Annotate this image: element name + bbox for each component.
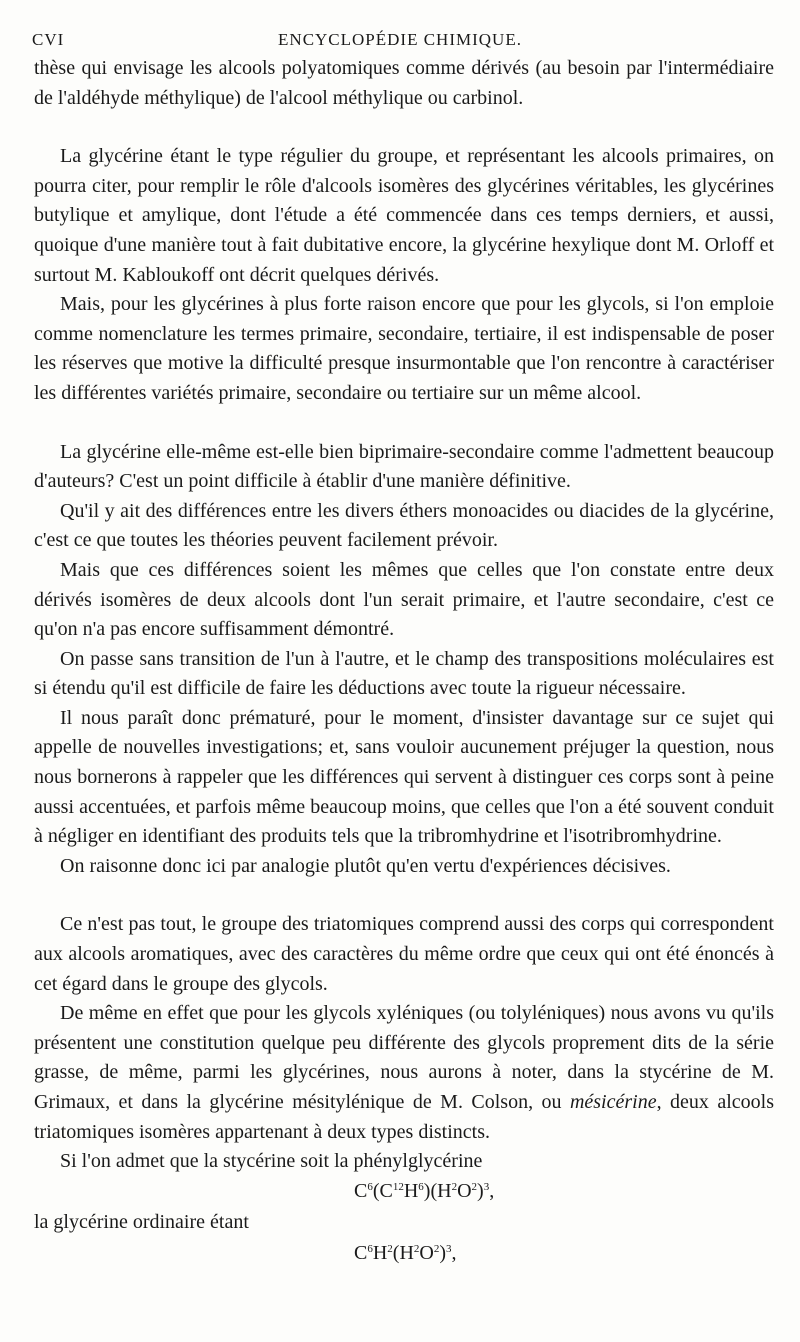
formula-subscript: 6 xyxy=(367,1242,373,1255)
paragraph: Qu'il y ait des différences entre les divers éthers monoacides ou diacides de la glycérine, c'est ce que toutes les théories peuvent facilement prévoir. xyxy=(34,499,774,552)
formula-part: H xyxy=(372,1241,388,1264)
paragraph-text: , deux alcools triatomiques isomères appartenant à deux types distincts. xyxy=(34,1091,774,1143)
formula-phenylglycerine xyxy=(354,1177,494,1207)
formula-part: H xyxy=(403,1179,419,1202)
formula-part: , xyxy=(489,1179,495,1202)
formula-subscript: 3 xyxy=(446,1242,452,1255)
formula-part: , xyxy=(451,1241,457,1264)
formula-subscript: 6 xyxy=(418,1180,424,1193)
paragraph xyxy=(34,999,774,1147)
paragraph: thèse qui envisage les alcools polyatomiques comme dérivés (au besoin par l'intermédiaire de l'aldéhyde méthylique) de l'alcool méthylique ou carbinol. xyxy=(34,57,774,109)
paragraph: Ce n'est pas tout, le groupe des triatomiques comprend aussi des corps qui correspondent aux alcools aromatiques, avec des caractères du même ordre que ceux qui ont été énoncés à cet égard dans le groupe des glycols. xyxy=(34,913,774,995)
formula-subscript: 2 xyxy=(413,1242,420,1255)
formula-subscript: 12 xyxy=(392,1180,404,1193)
running-title: ENCYCLOPÉDIE CHIMIQUE. xyxy=(278,30,522,49)
formula-subscript: 6 xyxy=(367,1180,373,1193)
paragraph: Si l'on admet que la stycérine soit la phénylglycérine xyxy=(60,1150,483,1173)
italic-term: mésicérine xyxy=(569,1091,657,1113)
paragraph: On raisonne donc ici par analogie plutôt qu'en vertu d'expériences décisives. xyxy=(60,854,671,877)
formula-part: C xyxy=(354,1241,368,1264)
paragraph: Mais que ces différences soient les mêmes que celles que l'on constate entre deux dérivés isomères de deux alcools dont l'un serait primaire, et l'autre secondaire, c'est ce qu'on n'a pas encore suffisamment démontré. xyxy=(34,558,774,641)
formula-ordinary-glycerine xyxy=(354,1239,457,1269)
formula-subscript: 2 xyxy=(387,1242,393,1255)
page-number: CVI xyxy=(32,30,65,49)
formula-part: ) xyxy=(439,1241,447,1264)
formula-subscript: 3 xyxy=(483,1180,490,1193)
formula-part: (C xyxy=(372,1179,393,1202)
paragraph: On passe sans transition de l'un à l'autre, et le champ des transpositions moléculaires est si étendu qu'il est difficile de faire les déductions avec toute la rigueur nécessaire. xyxy=(34,647,774,700)
formula-line xyxy=(34,1177,774,1208)
formula-part: )(H xyxy=(423,1179,452,1202)
paragraph: La glycérine étant le type régulier du groupe, et représentant les alcools primaires, on pourra citer, pour remplir le rôle d'alcools isomères des glycérines véritables, les glycérines butylique et amylique, dont l'étude a été commencée dans ces temps derniers, et aussi, quoique d'une manière tout à fait dubitative encore, la glycérine hexylique dont M. Orloff et surtout M. Kabloukoff ont décrit quelques dérivés. xyxy=(34,145,774,286)
paragraph-text: De même en effet que pour les glycols xyléniques (ou tolyléniques) nous avons vu qu'ils présentent une constitution quelque peu différente des glycols proprement dits de la série grasse, de même, parmi les glycérines, nous aurons à noter, dans la stycérine de M. Grimaux, et dans la glycérine mésitylénique de M. Colson, ou xyxy=(34,1002,774,1113)
formula-subscript: 2 xyxy=(471,1180,478,1193)
formula-subscript: 2 xyxy=(433,1242,440,1255)
formula-part: ) xyxy=(477,1179,484,1202)
paragraph: La glycérine elle-même est-elle bien biprimaire-secondaire comme l'admettent beaucoup d'auteurs? C'est un point difficile à établir d'une manière définitive. xyxy=(34,440,774,493)
formula-part: C xyxy=(354,1179,368,1202)
formula-part: O xyxy=(457,1179,472,1202)
formula-line xyxy=(34,1208,774,1239)
formula-line xyxy=(34,1239,774,1270)
formula-part: O xyxy=(419,1241,434,1264)
formula-subscript: 2 xyxy=(451,1180,458,1193)
formula-part: (H xyxy=(392,1241,414,1264)
formula-label: la glycérine ordinaire étant xyxy=(34,1210,249,1233)
running-head xyxy=(32,30,768,54)
paragraph: Il nous paraît donc prématuré, pour le moment, d'insister davantage sur ce sujet qui appelle de nouvelles investigations; et, sans vouloir aucunement préjuger la question, nous nous bornerons à rappeler que les différences qui servent à distinguer ces corps sont à peine aussi accentuées, et parfois même beaucoup moins, que celles que l'on a été souvent conduit à négliger en identifiant des produits tels que la tribromhydrine et l'isotribromhydrine. xyxy=(34,706,774,848)
paragraph: Mais, pour les glycérines à plus forte raison encore que pour les glycols, si l'on emploie comme nomenclature les termes primaire, secondaire, tertiaire, il est indispensable de poser les réserves que motive la difficulté presque insurmontable que l'on rencontre à caractériser les différentes variétés primaire, secondaire ou tertiaire sur un même alcool. xyxy=(34,293,774,404)
body-text xyxy=(34,54,774,1270)
